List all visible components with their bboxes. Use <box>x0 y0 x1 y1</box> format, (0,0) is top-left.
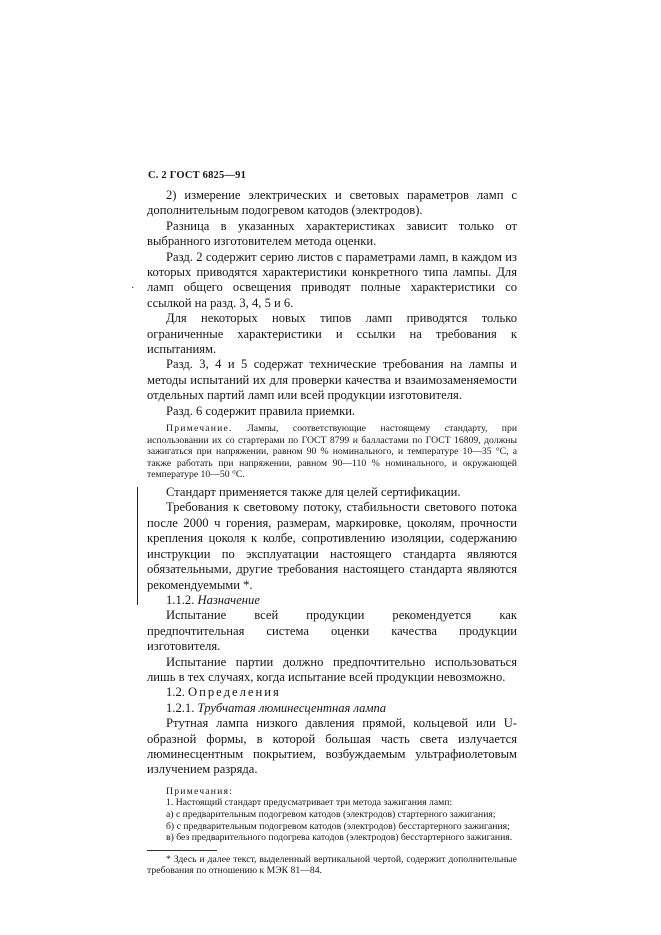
section-1-2-heading <box>147 685 517 700</box>
margin-mark: · <box>131 283 135 294</box>
notes-label: Примечания: <box>166 785 234 797</box>
paragraph-new-lamps: Для некоторых новых типов ламп приводятся только ограниченные характеристики и ссылки на требования к испытаниям. <box>147 311 517 357</box>
section-number: 1.2. <box>166 685 185 700</box>
note-1c: в) без предварительного подогрева катодов (электродов) бесстартерного зажигания. <box>166 832 513 844</box>
note-text: Лампы, соответствующие настоящему стандарту, при использовании их со стартерами по ГОСТ 8799 и балластами по ГОСТ 16809, должны зажигаться при напряжении, равном 90 % номинального, и температуре 10—35 °С, а также работать при напряжении, равном 90—110 % номинального, и окружающей температуре 10—50 °С. <box>147 423 518 481</box>
paragraph-sections-3-5: Разд. 3, 4 и 5 содержат технические требования на лампы и методы испытаний их для проверки качества и взаимозаменяемости отдельных партий ламп или всей продукции изготовителя. <box>147 357 517 403</box>
paragraph-section-6: Разд. 6 содержит правила приемки. <box>166 403 356 418</box>
paragraph-certification: Стандарт применяется также для целей сертификации. <box>166 485 461 500</box>
paragraph-mandatory-requirements: Требования к световому потоку, стабильности светового потока после 2000 ч горения, размерам, маркировке, цоколям, прочности крепления цоколя к колбе, сопротивлению изоляции, содержанию инструкции по эксплуатации настоящего стандарта являются обязательными, другие требования настоящего стандарта являются рекомендуемыми *. <box>147 500 517 592</box>
page-body <box>147 188 517 877</box>
note-label: Примечание. <box>166 423 233 435</box>
footnote: * Здесь и далее текст, выделенный вертикальной чертой, содержит дополнительные требования по отношению к МЭК 81—84. <box>147 853 517 877</box>
highlighted-requirements-block <box>147 485 517 593</box>
paragraph-difference: Разница в указанных характеристиках зависит только от выбранного изготовителем метода оценки. <box>147 218 517 249</box>
section-number: 1.1.2. <box>166 592 195 607</box>
note-1b: б) с предварительным подогревом катодов (электродов) бесстартерного зажигания; <box>166 820 510 832</box>
section-1-2-1-heading <box>147 701 517 716</box>
note-1a: а) с предварительным подогревом катодов (электродов) стартерного зажигания; <box>166 808 496 820</box>
paragraph-lamp-definition: Ртутная лампа низкого давления прямой, кольцевой или U-образной формы, в которой большая часть света излучается люминесцентным покрытием, возбуждаемым ультрафиолетовым излучением разряда. <box>147 716 517 777</box>
paragraph-batch-testing: Испытание партии должно предпочтительно использоваться лишь в тех случаях, когда испытание всей продукции невозможно. <box>147 654 517 684</box>
paragraph-whole-production-testing: Испытание всей продукции рекомендуется как предпочтительная система оценки качества продукции изготовителя. <box>147 608 517 654</box>
note-lamps <box>147 423 517 481</box>
page-header: С. 2 ГОСТ 6825—91 <box>148 170 247 181</box>
section-title: Определения <box>188 685 281 700</box>
paragraph-section-2: Разд. 2 содержит серию листов с параметрами ламп, в каждом из которых приводятся характеристики конкретного типа лампы. Для ламп общего освещения приводят полные характеристики со ссылкой на разд. 3, 4, 5 и 6. <box>147 249 517 310</box>
note-1: 1. Настоящий стандарт предусматривает три метода зажигания ламп: <box>166 797 453 809</box>
vertical-bar-marker <box>137 487 138 605</box>
footnote-divider <box>147 850 217 851</box>
section-title: Назначение <box>197 592 260 607</box>
section-number: 1.2.1. <box>166 700 195 715</box>
section-title: Трубчатая люминесцентная лампа <box>197 700 387 715</box>
section-1-1-2-heading <box>147 593 517 608</box>
paragraph-measurement-method: 2) измерение электрических и световых параметров ламп с дополнительным подогревом катодов (электродов). <box>147 188 517 218</box>
